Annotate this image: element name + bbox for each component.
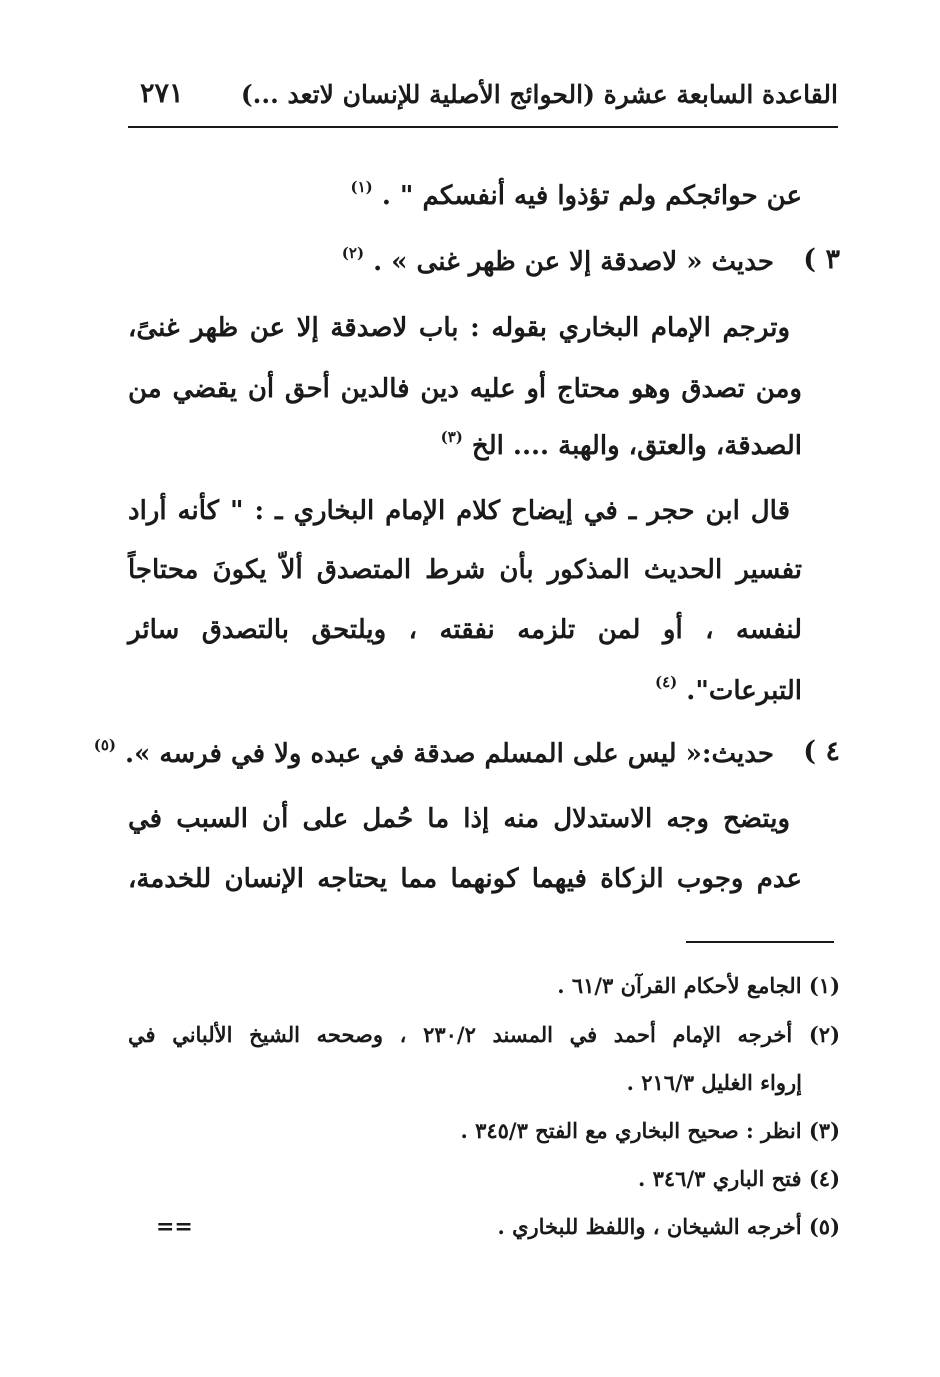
text-line: لنفسه ، أو لمن تلزمه نفقته ، ويلتحق بالتصدق سائر: [128, 615, 802, 645]
footnote-item: (٣) انظر : صحيح البخاري مع الفتح ٣٤٥/٣ .: [460, 1118, 840, 1143]
footnote-ref: (١): [350, 178, 373, 196]
text-line: ويتضح وجه الاستدلال منه إذا ما حُمل على أن السبب في: [128, 804, 791, 834]
hadith-text: حديث « لاصدقة إلا عن ظهر غنى » .: [373, 247, 774, 277]
footnote-item: (١) الجامع لأحكام القرآن ٦١/٣ .: [557, 973, 840, 998]
footnote-ref: (٣): [440, 428, 463, 446]
text-line: قال ابن حجر ـ في إيضاح كلام الإمام البخاري ـ : " كأنه أراد: [128, 496, 790, 526]
text-line: عدم وجوب الزكاة فيهما كونهما مما يحتاجه الإنسان للخدمة،: [128, 864, 802, 894]
text-line-content: التبرعات".: [686, 676, 802, 706]
end-mark: ==: [156, 1214, 193, 1240]
text-line: وترجم الإمام البخاري بقوله : باب لاصدقة إلا عن ظهر غنىً،: [128, 313, 790, 343]
page-number: ٢٧١: [140, 78, 184, 109]
text-line: ومن تصدق وهو محتاج أو عليه دين فالدين أحق أن يقضي من: [128, 374, 802, 404]
text-line: تفسير الحديث المذكور بأن شرط المتصدق ألاّ يكونَ محتاجاً: [128, 555, 802, 585]
footnote-item: (٢) أخرجه الإمام أحمد في المسند ٢٣٠/٢ ، وصححه الشيخ الألباني في: [128, 1022, 840, 1047]
footnote-ref: (٤): [654, 673, 678, 691]
footnote-item: (٤) فتح الباري ٣٤٦/٣ .: [638, 1166, 840, 1191]
footnotes: [128, 0, 840, 1300]
footnote-ref: (٥): [93, 736, 116, 754]
footnote-item-continuation: إرواء الغليل ٢١٦/٣ .: [626, 1070, 802, 1095]
text-line-content: عن حوائجكم ولم تؤذوا فيه أنفسكم " .: [381, 181, 802, 211]
footnote-ref: (٢): [341, 244, 365, 262]
hadith-text: حديث:« ليس على المسلم صدقة في عبده ولا في فرسه ».: [125, 739, 774, 769]
item-number: ٤ ): [803, 736, 840, 767]
footnote-item: (٥) أخرجه الشيخان ، واللفظ للبخاري .: [497, 1214, 840, 1239]
text-line-content: الصدقة، والعتق، والهبة .... الخ: [471, 431, 802, 461]
running-title: القاعدة السابعة عشرة (الحوائج الأصلية للإنسان لاتعد ...): [240, 80, 838, 109]
item-number: ٣ ): [803, 244, 840, 275]
